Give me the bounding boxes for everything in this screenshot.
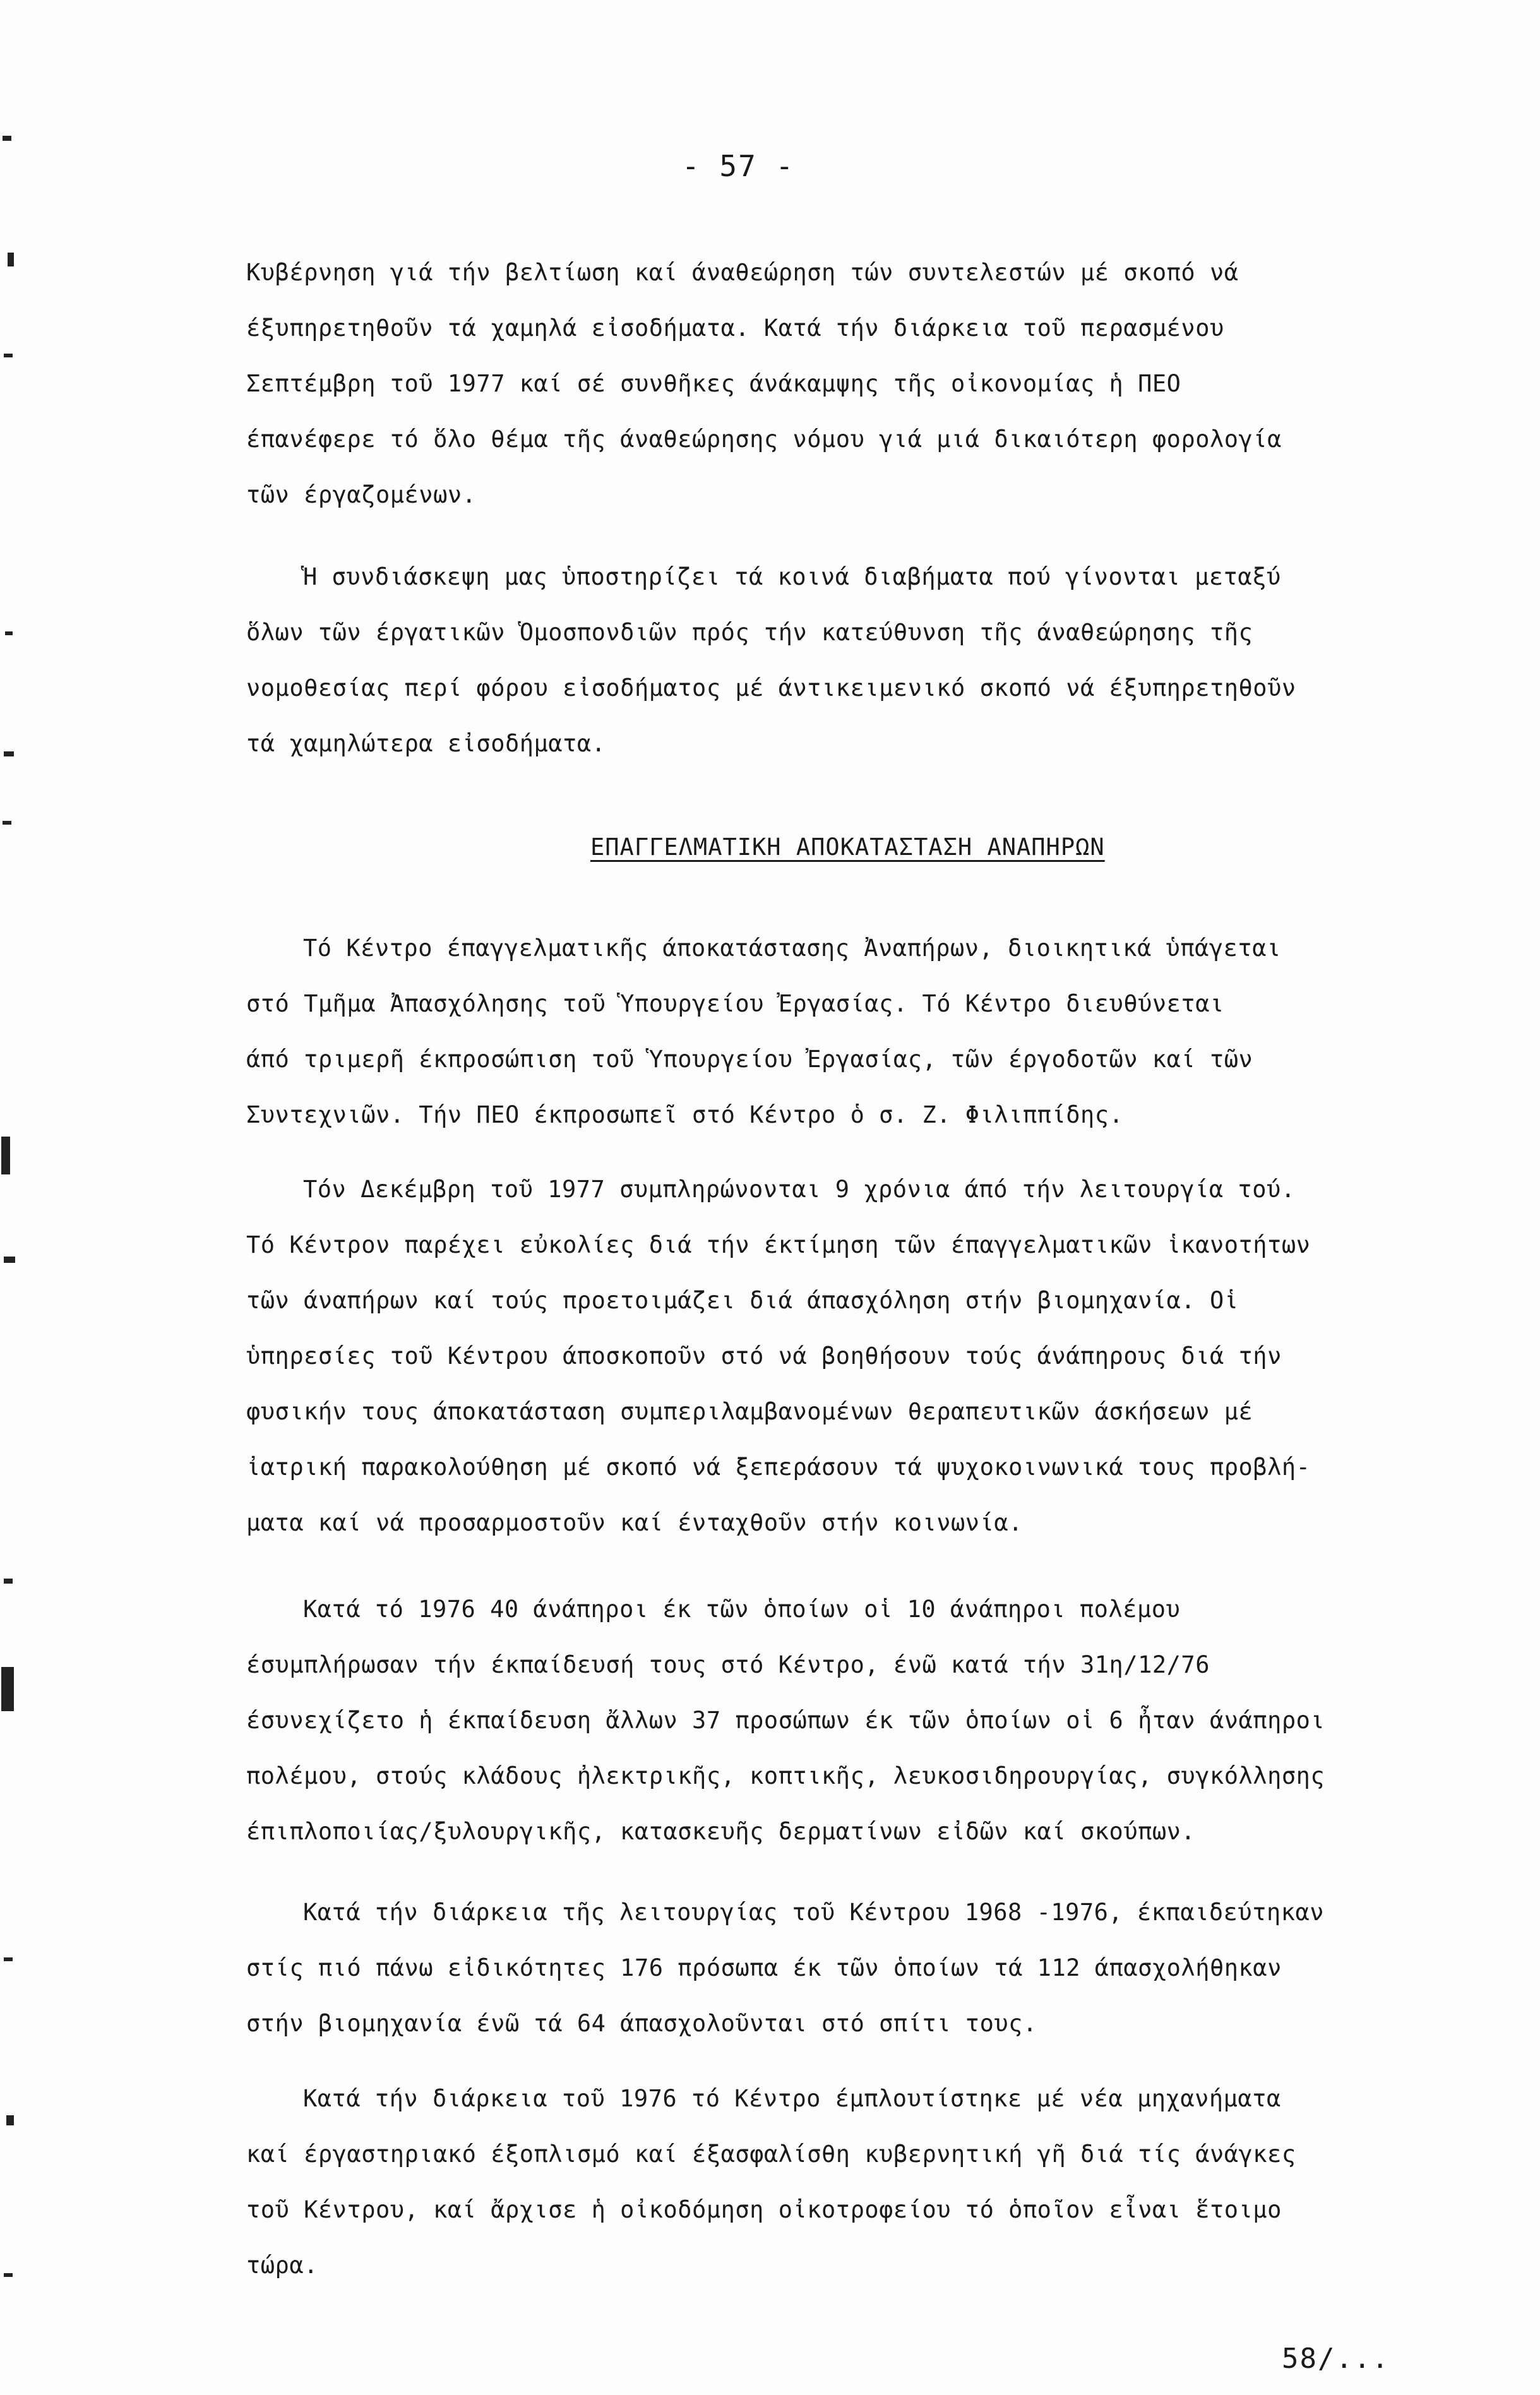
binding-mark [4,2273,13,2277]
text-line: νομοθεσίας περί φόρου εἰσοδήματος μέ άντικειμενικό σκοπό νά έξυπηρετηθοῦν [246,674,1296,702]
binding-mark [5,631,13,635]
binding-mark [4,1257,15,1263]
text-line: τώρα. [246,2252,318,2279]
text-line: έπιπλοποιίας/ξυλουργικῆς, κατασκευῆς δερματίνων εἰδῶν καί σκούπων. [246,1818,1196,1845]
binding-mark [1,1137,10,1174]
paragraph-1968-1976-results [246,1885,1446,2052]
section-heading: ΕΠΑΓΓΕΛΜΑΤΙΚΗ ΑΠΟΚΑΤΑΣΤΑΣΗ ΑΝΑΠΗΡΩΝ [590,833,1105,861]
paragraph-tax-revision [246,245,1446,523]
text-line: Ἡ συνδιάσκεψη μας ὑποστηρίζει τά κοινά διαβήματα πού γίνονται μεταξύ [303,563,1281,590]
text-line: Τόν Δεκέμβρη τοῦ 1977 συμπληρώνονται 9 χρόνια άπό τήν λειτουργία τού. [303,1176,1296,1203]
text-line: ἰατρική παρακολούθηση μέ σκοπό νά ξεπεράσουν τά ψυχοκοινωνικά τους προβλή- [246,1454,1311,1481]
text-line: στήν βιομηχανία ένῶ τά 64 άπασχολοῦνται στό σπίτι τους. [246,2010,1037,2037]
paragraph-centre-administration [246,921,1446,1143]
text-line: τῶν έργαζομένων. [246,481,477,508]
text-line: Κατά τήν διάρκεια τοῦ 1976 τό Κέντρο έμπλουτίστηκε μέ νέα μηχανήματα [303,2085,1281,2112]
text-line: Κατά τήν διάρκεια τῆς λειτουργίας τοῦ Κέντρου 1968 -1976, έκπαιδεύτηκαν [303,1899,1325,1926]
text-line: Τό Κέντρο έπαγγελματικῆς άποκατάστασης Ἀναπήρων, διοικητικά ὑπάγεται [303,935,1281,962]
text-line: Συντεχνιῶν. Τήν ΠΕΟ έκπροσωπεῖ στό Κέντρο ὁ σ. Ζ. Φιλιππίδης. [246,1101,1124,1128]
text-line: Κυβέρνηση γιά τήν βελτίωση καί άναθεώρηση τών συντελεστών μέ σκοπό νά [246,259,1239,286]
text-line: έσυνεχίζετο ἡ έκπαίδευση ἄλλων 37 προσώπων έκ τῶν ὁποίων οἱ 6 ἦταν άνάπηροι [246,1707,1325,1734]
binding-mark [4,354,13,357]
text-line: ὑπηρεσίες τοῦ Κέντρου άποσκοποῦν στό νά βοηθήσουν τούς άνάπηρους διά τήν [246,1342,1282,1370]
text-line: έσυμπλήρωσαν τήν έκπαίδευσή τους στό Κέντρο, ένῶ κατά τήν 31η/12/76 [246,1651,1210,1678]
text-line: Κατά τό 1976 40 άνάπηροι έκ τῶν ὁποίων οἱ 10 άνάπηροι πολέμου [303,1596,1181,1623]
text-line: Σεπτέμβρη τοῦ 1977 καί σέ συνθῆκες άνάκαμψης τῆς οἰκονομίας ἡ ΠΕΟ [246,370,1181,397]
text-line: τά χαμηλώτερα εἰσοδήματα. [246,730,606,757]
text-line: Τό Κέντρον παρέχει εὐκολίες διά τήν έκτίμηση τῶν έπαγγελματικῶν ἱκανοτήτων [246,1231,1311,1258]
binding-mark [4,1579,13,1584]
binding-mark [6,2115,14,2125]
text-line: στίς πιό πάνω εἰδικότητες 176 πρόσωπα έκ τῶν ὁποίων τά 112 άπασχολήθηκαν [246,1954,1282,1981]
text-line: άπό τριμερῆ έκπροσώπιση τοῦ Ὑπουργείου Ἐργασίας, τῶν έργοδοτῶν καί τῶν [246,1046,1253,1073]
text-line: ὅλων τῶν έργατικῶν Ὁμοσπονδιῶν πρός τήν κατεύθυνση τῆς άναθεώρησης τῆς [246,619,1253,646]
binding-mark [3,821,11,825]
text-line: έπανέφερε τό ὅλο θέμα τῆς άναθεώρησης νόμου γιά μιά δικαιότερη φορολογία [246,426,1282,453]
text-line: στό Τμῆμα Ἀπασχόλησης τοῦ Ὑπουργείου Ἐργασίας. Τό Κέντρο διευθύνεται [246,990,1224,1017]
binding-mark [4,751,14,756]
paragraph-1976-training [246,1582,1446,1860]
text-line: τῶν άναπήρων καί τούς προετοιμάζει διά άπασχόληση στήν βιομηχανία. Οἱ [246,1287,1239,1314]
paragraph-centre-equipment [246,2071,1446,2293]
paragraph-conference-support [246,549,1446,772]
page-number: - 57 - [682,149,795,183]
binding-mark [4,1957,13,1961]
binding-mark [8,253,14,266]
text-line: ματα καί νά προσαρμοστοῦν καί ένταχθοῦν στήν κοινωνία. [246,1509,1023,1536]
paragraph-centre-services [246,1162,1446,1551]
text-line: έξυπηρετηθοῦν τά χαμηλά εἰσοδήματα. Κατά τήν διάρκεια τοῦ περασμένου [246,314,1224,342]
binding-mark [1,1667,14,1711]
text-line: καί έργαστηριακό έξοπλισμό καί έξασφαλίσθη κυβερνητική γῆ διά τίς άνάγκες [246,2141,1296,2168]
text-line: φυσικήν τους άποκατάσταση συμπεριλαμβανομένων θεραπευτικῶν άσκήσεων μέ [246,1398,1253,1425]
page-continuation: 58/... [1282,2343,1390,2375]
text-line: πολέμου, στούς κλάδους ἠλεκτρικῆς, κοπτικῆς, λευκοσιδηρουργίας, συγκόλλησης [246,1762,1325,1789]
text-line: τοῦ Κέντρου, καί ἄρχισε ἡ οἰκοδόμηση οἰκοτροφείου τό ὁποῖον εἶναι ἕτοιμο [246,2196,1282,2223]
binding-mark [3,136,11,141]
